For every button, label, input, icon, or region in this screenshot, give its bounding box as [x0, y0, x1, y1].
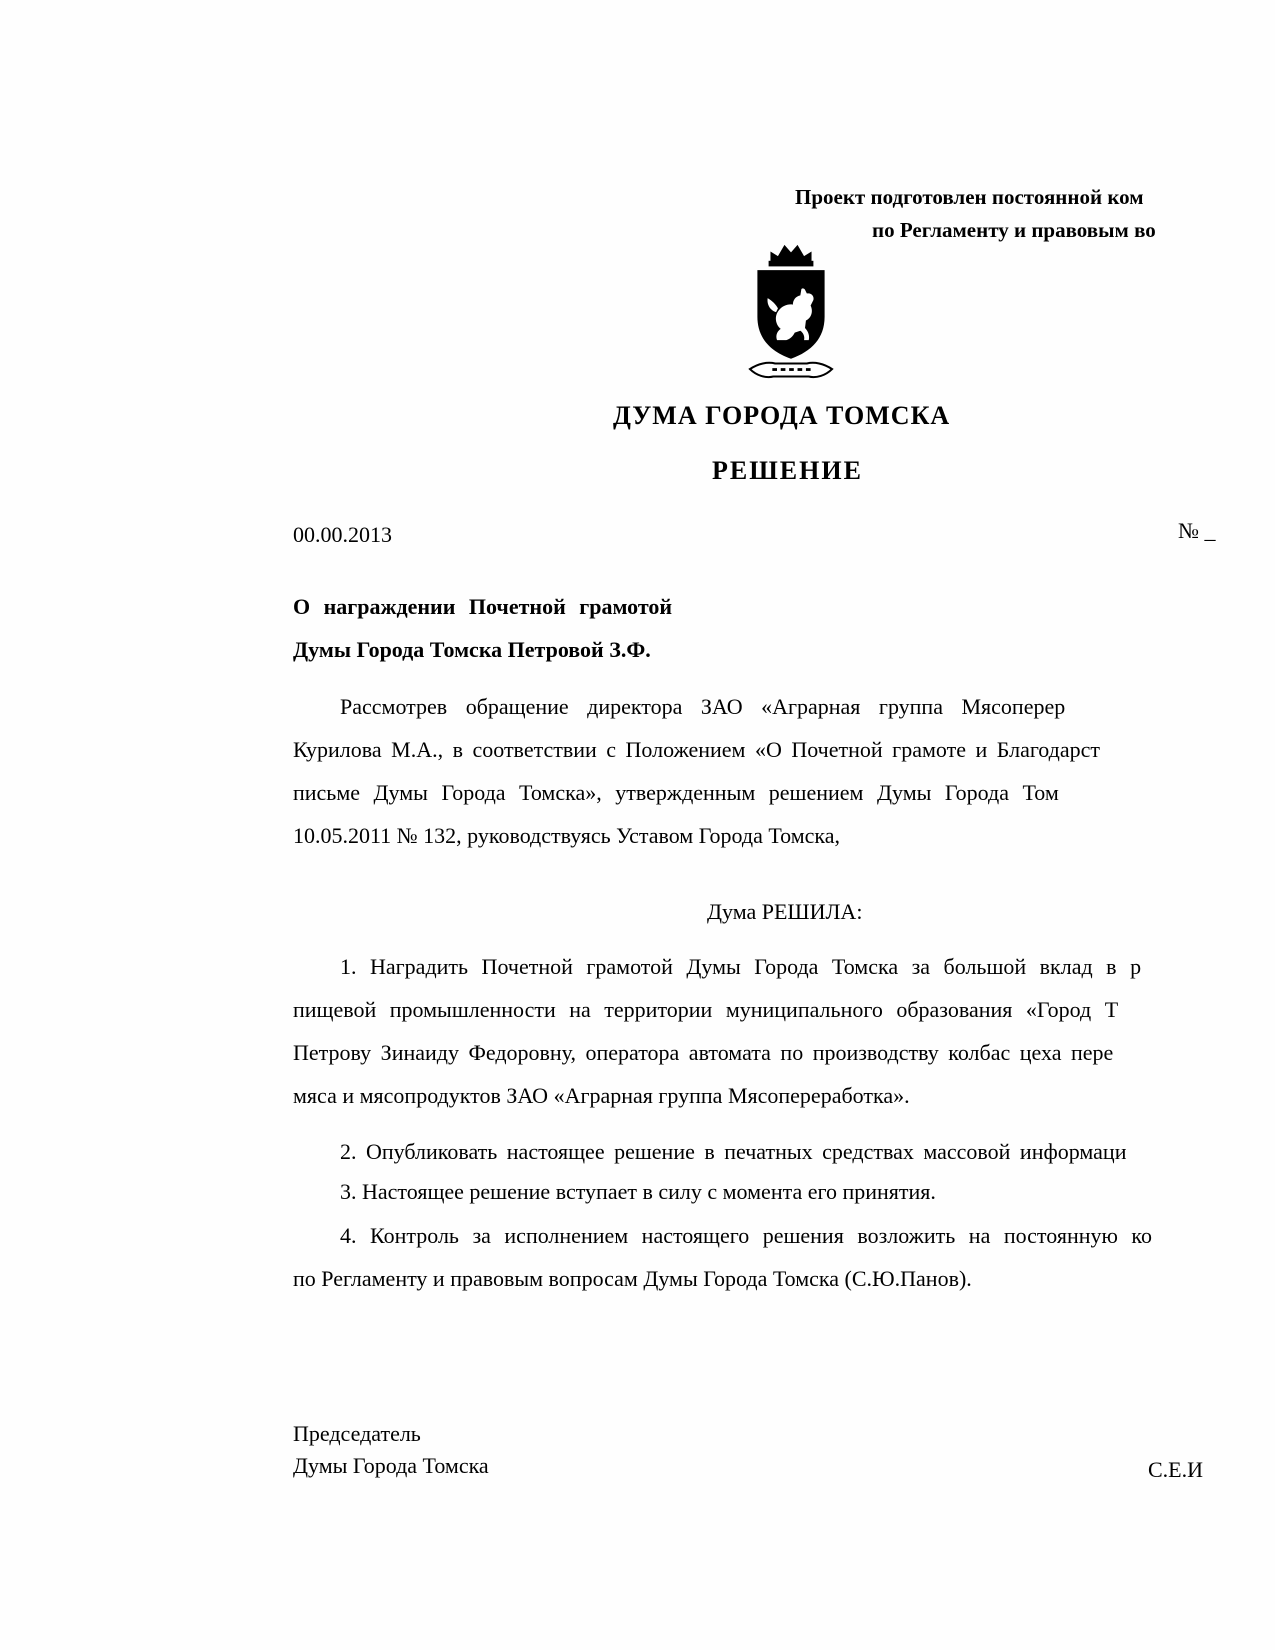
- ribbon-icon: [750, 363, 832, 377]
- subject-line: О награждении Почетной грамотой: [293, 594, 673, 619]
- resolved-heading: Дума РЕШИЛА:: [707, 899, 863, 924]
- document-number: № _: [1178, 518, 1216, 543]
- signatory-position-line: Думы Города Томска: [293, 1453, 489, 1478]
- item-line: Петрову Зинаиду Федоровну, оператора автомата по производству колбас цеха пере: [293, 1040, 1114, 1065]
- organization-title: ДУМА ГОРОДА ТОМСКА: [613, 401, 951, 430]
- item-line: 2. Опубликовать настоящее решение в печатных средствах массовой информаци: [340, 1139, 1127, 1164]
- item-line: 3. Настоящее решение вступает в силу с момента его принятия.: [340, 1179, 936, 1204]
- preamble-paragraph: [293, 685, 1275, 857]
- resolution-item-1: [293, 945, 1275, 1117]
- item-line: мяса и мясопродуктов ЗАО «Аграрная группа Мясопереработка».: [293, 1083, 910, 1108]
- item-line: по Регламенту и правовым вопросам Думы Города Томска (С.Ю.Панов).: [293, 1266, 972, 1291]
- signature-block: [293, 1418, 1275, 1482]
- resolution-item-2: [293, 1130, 1275, 1173]
- prepared-by-note-line1: Проект подготовлен постоянной ком: [795, 185, 1144, 209]
- item-line: 4. Контроль за исполнением настоящего решения возложить на постоянную ко: [340, 1223, 1153, 1248]
- preamble-line: письме Думы Города Томска», утвержденным решением Думы Города Том: [293, 780, 1059, 805]
- signatory-position-line: Председатель: [293, 1421, 421, 1446]
- preamble-line: Рассмотрев обращение директора ЗАО «Аграрная группа Мясоперер: [340, 694, 1066, 719]
- signatory-name: С.Е.И: [1148, 1457, 1203, 1482]
- subject-block: [293, 585, 1275, 671]
- preamble-line: Курилова М.А., в соответствии с Положением «О Почетной грамоте и Благодарст: [293, 737, 1101, 762]
- crown-icon: [769, 245, 814, 266]
- tomsk-coat-of-arms: [735, 235, 847, 393]
- subject-line: Думы Города Томска Петровой З.Ф.: [293, 637, 651, 662]
- item-line: 1. Наградить Почетной грамотой Думы Города Томска за большой вклад в р: [340, 954, 1142, 979]
- document-date: 00.00.2013: [293, 522, 392, 547]
- preamble-line: 10.05.2011 № 132, руководствуясь Уставом Города Томска,: [293, 823, 841, 848]
- resolution-item-3: [293, 1170, 1275, 1213]
- prepared-by-note-line2: по Регламенту и правовым во: [872, 218, 1156, 242]
- item-line: пищевой промышленности на территории муниципального образования «Город Т: [293, 997, 1119, 1022]
- document-type: РЕШЕНИЕ: [712, 456, 863, 485]
- resolution-item-4: [293, 1214, 1275, 1300]
